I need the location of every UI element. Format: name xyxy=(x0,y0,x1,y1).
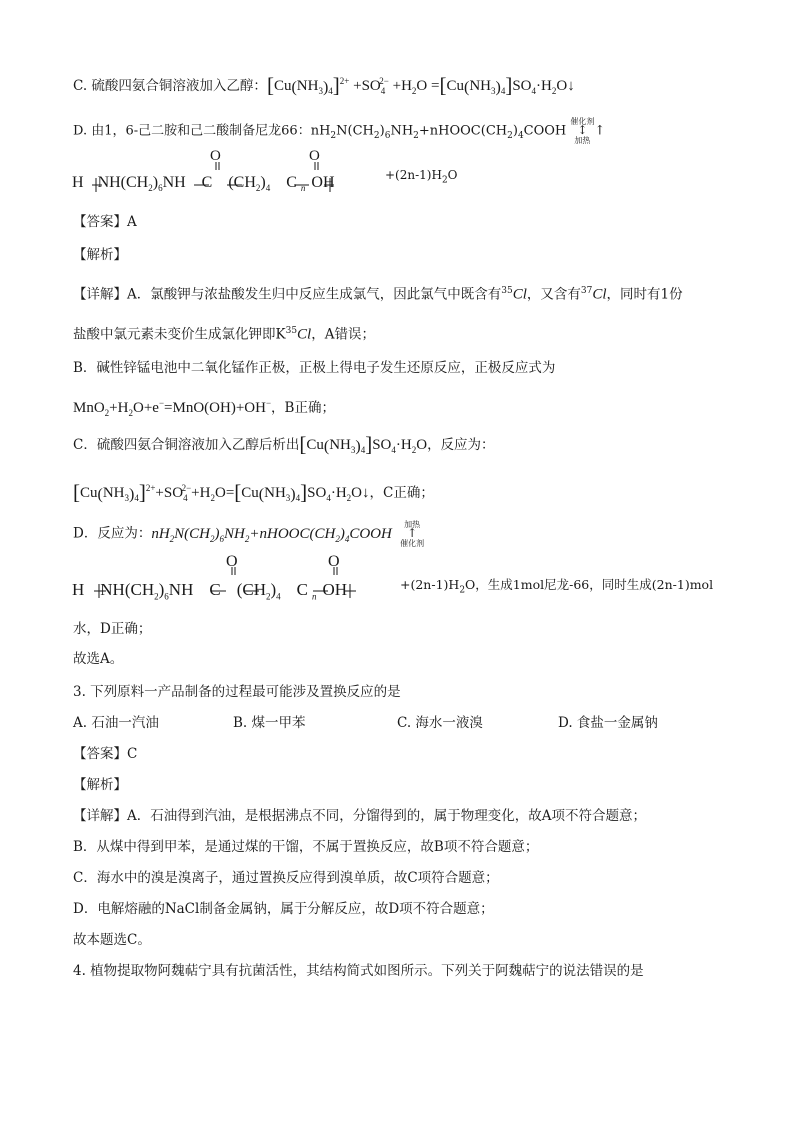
sub-3: 3 xyxy=(318,86,323,96)
ch2-group-2: (CH xyxy=(236,580,266,599)
water-coef: +(2n-1)H xyxy=(385,168,442,182)
reaction-condition xyxy=(570,117,594,145)
es4c: 4 xyxy=(183,493,188,503)
detail-a-end: ，同时有1份 xyxy=(606,286,683,303)
isotope-35-b: 35 xyxy=(285,326,298,336)
answer-label-1: 【答案】A xyxy=(73,214,137,230)
paren-close-2: ) xyxy=(495,79,501,96)
detail-d-end: ，生成1mol尼龙-66，同时生成(2n-1)mol xyxy=(475,577,714,592)
carbon-2: C xyxy=(286,174,297,191)
terminal-h-2: H xyxy=(72,580,85,599)
analysis-label-3: 【解析】 xyxy=(73,777,127,793)
question-3-stem: 3. 下列原料一产品制备的过程最可能涉及置换反应的是 xyxy=(73,684,401,700)
sub-4: 4 xyxy=(328,86,333,96)
equals: = xyxy=(164,400,173,416)
detail-c-formula xyxy=(299,432,428,456)
detail-d-line-1 xyxy=(73,520,424,548)
detail-c-equation xyxy=(73,479,434,507)
plus-sign: + xyxy=(353,78,362,94)
up-arrow-small-icon: ↑ xyxy=(407,526,418,540)
enh3b: NH xyxy=(264,485,286,501)
option-d-label: D. 由1，6-己二胺和己二酸制备尼龙66：nH xyxy=(73,123,331,139)
s4b: 4 xyxy=(391,445,396,455)
detail-d-line-3: 水，D正确； xyxy=(73,621,152,637)
option-c-label: C. 硫酸四氨合铜溶液加入乙醇： xyxy=(73,78,267,94)
so4-symbol-2: SO xyxy=(512,78,532,94)
equals-sign: = xyxy=(431,78,440,94)
conclusion-1: 故选A。 xyxy=(73,651,124,667)
detail-c-end: ，反应为： xyxy=(427,437,495,453)
carbonyl-o-3: O xyxy=(226,553,238,570)
sub-6: 6 xyxy=(384,131,391,142)
analysis-label-1: 【解析】 xyxy=(73,247,127,263)
ep1: ( xyxy=(97,486,103,503)
bracket-close-2: ] xyxy=(505,73,513,97)
es4d: 4 xyxy=(295,493,301,503)
paren-close: ) xyxy=(322,79,329,96)
e2minus: 2− xyxy=(181,483,192,493)
so4: SO xyxy=(372,437,392,453)
polymer-structure-1 xyxy=(72,148,492,198)
nh3-symbol: NH xyxy=(296,78,319,94)
byproduct-water-1 xyxy=(385,168,458,185)
eb2: ] xyxy=(138,480,146,504)
isotope-37: 37 xyxy=(580,286,593,296)
tail-sub: 2 xyxy=(459,585,466,596)
sub-4-ch2: 4 xyxy=(517,131,524,142)
sub-2h: 2 xyxy=(128,408,133,418)
condition-bottom: 加热 xyxy=(574,136,591,145)
detail-d-cond-bottom: 催化剂 xyxy=(400,539,425,548)
s4: 4 xyxy=(360,445,366,455)
water-o: O xyxy=(447,168,458,182)
eeq: = xyxy=(225,485,235,501)
cu-symbol: Cu xyxy=(273,78,292,94)
sup-2minus: 2− xyxy=(379,76,389,86)
p1: ( xyxy=(323,438,330,455)
nh-group: NH(CH xyxy=(97,174,149,191)
o: O xyxy=(416,437,428,453)
b1: [ xyxy=(299,432,307,456)
carbon-4: C xyxy=(296,580,308,599)
edot: · xyxy=(330,485,336,501)
sub-2: 2 xyxy=(411,86,417,96)
bracket-open-2: [ xyxy=(439,73,447,97)
o-symbol: O xyxy=(416,78,428,94)
es2b: 2 xyxy=(346,493,352,503)
detail-c-text: C．硫酸四氨合铜溶液加入乙醇后析出 xyxy=(73,437,300,453)
cl-symbol-3: Cl xyxy=(297,326,312,343)
polymer-chain-2 xyxy=(72,580,347,601)
eo: O xyxy=(214,485,226,501)
detail-a-line-1 xyxy=(73,282,683,304)
nh-2: NH xyxy=(162,174,186,191)
q3-detail-a: 【详解】A．石油得到汽油，是根据沸点不同，分馏得到的，属于物理变化，故A项不符合题意； xyxy=(73,808,646,824)
sup-2plus: 2+ xyxy=(339,76,350,86)
plus-2: + xyxy=(143,400,153,416)
tail-o: O xyxy=(465,577,476,592)
detail-d-reaction: $nH_2N(CH_2)_6NH_2+nHOOC(CH_2)_4COOH$ xyxy=(151,525,392,544)
reactant-cooh: COOH xyxy=(523,123,567,139)
ecu: Cu xyxy=(80,485,98,501)
plus-sign-2: + xyxy=(392,78,402,94)
detail-a-text: 【详解】A．氯酸钾与浓盐酸发生归中反应生成氯气，因此氯气中既含有 xyxy=(73,286,502,303)
sub-2-ch2b: 2 xyxy=(507,131,513,142)
ecu2: Cu xyxy=(241,485,259,501)
q3-option-a: A. 石油一汽油 xyxy=(73,715,159,731)
cu: Cu xyxy=(306,437,324,453)
detail-c-end-2: ，C正确； xyxy=(369,485,434,501)
repeat-n: n xyxy=(300,183,306,194)
sub-4b: 4 xyxy=(380,86,386,96)
sub: 2 xyxy=(148,183,153,194)
detail-a-end-2: ，A错误； xyxy=(311,326,375,343)
s-c: ) xyxy=(158,580,165,599)
arrow-updown-icon: ↕ xyxy=(577,123,588,137)
option-c-equation xyxy=(73,72,575,100)
o-symbol-2: O xyxy=(556,78,568,94)
paren-open: ( xyxy=(291,79,297,96)
q3-option-b: B. 煤一甲苯 xyxy=(233,715,306,731)
close-ch2: ) xyxy=(260,174,266,191)
eso4: SO xyxy=(163,485,184,501)
sub-4c: 4 xyxy=(500,86,506,96)
eo2: O xyxy=(351,485,362,501)
es4: 4 xyxy=(134,493,139,503)
nh3: NH xyxy=(329,437,351,453)
e2plus: 2+ xyxy=(145,483,156,493)
h2o-h: H xyxy=(117,400,129,416)
s-b: 2 xyxy=(154,591,159,602)
dot-sign: · xyxy=(536,78,541,94)
q3-option-d: D. 食盐一金属钠 xyxy=(558,715,658,731)
detail-a-text-2: 盐酸中氯元素未变价生成氯化钾即K xyxy=(73,326,286,343)
isotope-35: 35 xyxy=(501,286,513,296)
eh2: H xyxy=(335,485,347,501)
option-d-equation xyxy=(73,117,605,145)
detail-d-cond-top: 加热 xyxy=(404,520,421,529)
detail-a-line-2 xyxy=(73,322,375,344)
reactant-nh: NH xyxy=(390,123,414,139)
sub-4d: 4 xyxy=(531,86,536,96)
detail-d-text: D．反应为： xyxy=(73,525,152,542)
terminal-h: H xyxy=(72,174,84,191)
ep4: ) xyxy=(290,486,296,503)
minus-sup-2: − xyxy=(265,398,272,408)
eb3: [ xyxy=(234,480,242,504)
sub-2b: 2 xyxy=(551,86,557,96)
ch2-group: (CH xyxy=(228,174,256,191)
es3: 3 xyxy=(124,493,130,503)
s-d: 6 xyxy=(164,591,169,602)
eso4b: SO xyxy=(307,485,327,501)
edown: ↓ xyxy=(362,485,370,501)
ep2: ) xyxy=(129,486,135,503)
condition-top: 催化剂 xyxy=(570,117,595,126)
p2: ) xyxy=(355,438,361,455)
close: ) xyxy=(152,174,159,191)
q3-option-c: C. 海水一液溴 xyxy=(397,715,483,731)
s-h: ) xyxy=(270,580,277,599)
minus-sup: − xyxy=(158,398,165,408)
eh: H xyxy=(199,485,211,501)
detail-d-tail xyxy=(400,575,713,596)
detail-b-end: ，B正确； xyxy=(271,400,335,416)
s-i: 4 xyxy=(276,591,281,602)
detail-b-equation xyxy=(73,394,335,422)
bracket-open: [ xyxy=(266,73,274,97)
repeat-n-2: n xyxy=(312,591,317,602)
answer-label-3: 【答案】C xyxy=(73,746,138,762)
reactant-n: N(CH xyxy=(336,123,374,139)
cu-symbol-2: Cu xyxy=(446,78,464,94)
sub4: 4 xyxy=(265,183,271,194)
polymer-structure-2 xyxy=(72,553,732,603)
up-arrow-icon: ↑ xyxy=(594,123,606,139)
reactant-close2: ) xyxy=(512,123,518,139)
nh-group-2: NH(CH xyxy=(100,580,155,599)
polymer-chain-1 xyxy=(72,174,335,193)
s-g: 2 xyxy=(265,591,271,602)
q3-detail-b: B．从煤中得到甲苯，是通过煤的干馏，不属于置换反应，故B项不符合题意； xyxy=(73,839,539,855)
sub-2-ch2: 2 xyxy=(373,131,380,142)
reactant-hooc: +nHOOC(CH xyxy=(418,123,508,139)
es2: 2 xyxy=(210,493,215,503)
terminal-oh: OH xyxy=(311,174,335,191)
eb4: ] xyxy=(300,480,308,504)
ep3: ( xyxy=(258,486,265,503)
eplus2: + xyxy=(191,485,200,501)
sub-ch2: 2 xyxy=(255,183,261,194)
cl-symbol-2: Cl xyxy=(592,286,607,303)
h-symbol-2: H xyxy=(541,78,552,94)
eplus: + xyxy=(155,485,164,501)
sub-2m: 2 xyxy=(104,408,110,418)
plus-1: + xyxy=(109,400,118,416)
reactant-close: ) xyxy=(379,123,385,139)
detail-b-line-1: B．碱性锌锰电池中二氧化锰作正极，正极上得电子发生还原反应，正极反应式为 xyxy=(73,360,556,376)
bracket-close: ] xyxy=(332,73,340,97)
sub-2-nh: 2 xyxy=(413,131,419,142)
detail-c-line-1 xyxy=(73,432,495,459)
sub-3b: 3 xyxy=(490,86,496,96)
electron: e xyxy=(152,400,159,416)
h-symbol: H xyxy=(401,78,412,94)
so4-symbol: SO xyxy=(361,78,381,94)
q3-detail-d: D．电解熔融的NaCl制备金属钠，属于分解反应，故D项不符合题意； xyxy=(73,901,494,917)
es3b: 3 xyxy=(285,493,291,503)
s3: 3 xyxy=(350,445,356,455)
carbon-3: C xyxy=(209,580,221,599)
es4e: 4 xyxy=(326,493,331,503)
tail-coef: +(2n-1)H xyxy=(400,577,460,592)
conclusion-3: 故本题选C。 xyxy=(73,932,151,948)
sub-2w: 2 xyxy=(441,175,448,186)
nh-2b: NH xyxy=(168,580,194,599)
sub-2-nh2: 2 xyxy=(330,131,337,142)
question-4-stem: 4. 植物提取物阿魏萜宁具有抗菌活性，其结构简式如图所示。下列关于阿魏萜宁的说法错误的是 xyxy=(73,963,644,979)
enh3: NH xyxy=(102,485,125,501)
detail-d-condition xyxy=(400,520,424,548)
detail-a-mid: ，又含有 xyxy=(526,286,581,303)
s2: 2 xyxy=(411,445,417,455)
dot: · xyxy=(395,437,401,453)
precipitate-arrow: ↓ xyxy=(567,78,575,94)
terminal-oh-2: OH xyxy=(322,580,348,599)
mnooh: MnO(OH)+OH xyxy=(172,400,266,416)
carbon-1: C xyxy=(201,174,213,191)
q3-detail-c: C．海水中的溴是溴离子，通过置换反应得到溴单质，故C项符合题意； xyxy=(73,870,499,886)
carbonyl-o-1: O xyxy=(210,148,221,164)
paren-open-2: ( xyxy=(463,79,470,96)
sub6: 6 xyxy=(158,183,163,194)
h: H xyxy=(400,437,412,453)
eb1: [ xyxy=(73,480,80,504)
nh3-symbol-2: NH xyxy=(469,78,491,94)
b2: ] xyxy=(365,432,373,456)
mno2: MnO xyxy=(73,400,105,416)
carbonyl-o-2: O xyxy=(309,148,320,164)
carbonyl-o-4: O xyxy=(328,553,340,570)
h2o-o: O xyxy=(132,400,144,416)
cl-symbol: Cl xyxy=(512,286,527,303)
